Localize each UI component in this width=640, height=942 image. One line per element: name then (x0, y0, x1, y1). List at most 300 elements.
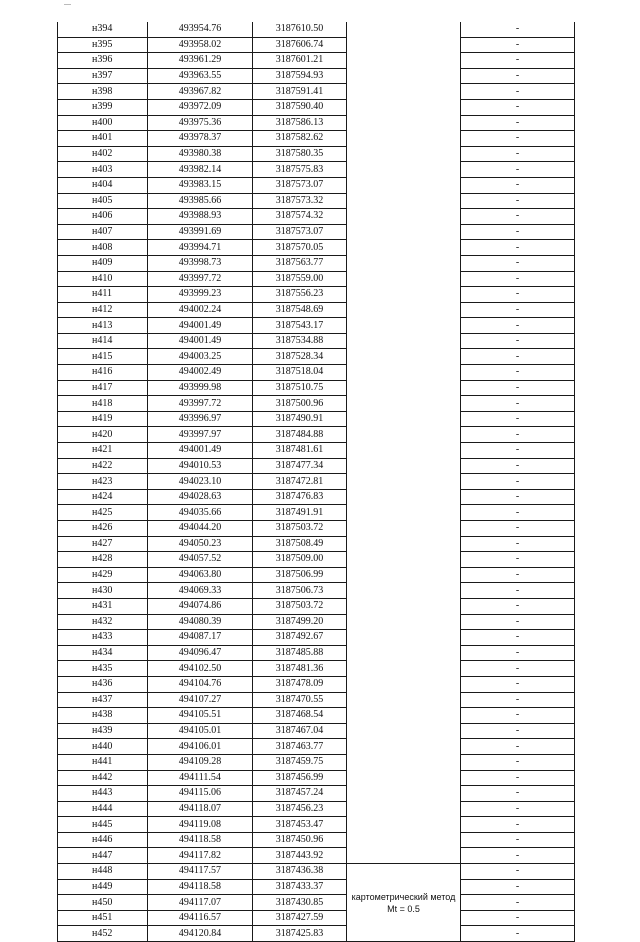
table-row (58, 22, 575, 37)
table-row (58, 505, 575, 521)
point-id-cell: н395 (58, 37, 148, 53)
point-id-cell: н421 (58, 443, 148, 459)
x-coordinate-cell: 493997.97 (148, 427, 253, 443)
table-row (58, 224, 575, 240)
y-coordinate-cell: 3187573.07 (253, 224, 347, 240)
point-id-cell: н426 (58, 521, 148, 537)
table-row (58, 443, 575, 459)
y-coordinate-cell: 3187425.83 (253, 926, 347, 942)
point-id-cell: н411 (58, 287, 148, 303)
point-id-cell: н448 (58, 864, 148, 880)
point-id-cell: н438 (58, 708, 148, 724)
dash-cell: - (461, 474, 575, 490)
y-coordinate-cell: 3187601.21 (253, 53, 347, 69)
table-row (58, 770, 575, 786)
x-coordinate-cell: 493961.29 (148, 53, 253, 69)
x-coordinate-cell: 493988.93 (148, 209, 253, 225)
dash-cell: - (461, 396, 575, 412)
point-id-cell: н409 (58, 255, 148, 271)
y-coordinate-cell: 3187559.00 (253, 271, 347, 287)
point-id-cell: н424 (58, 489, 148, 505)
y-coordinate-cell: 3187580.35 (253, 146, 347, 162)
point-id-cell: н408 (58, 240, 148, 256)
y-coordinate-cell: 3187457.24 (253, 786, 347, 802)
x-coordinate-cell: 493963.55 (148, 68, 253, 84)
x-coordinate-cell: 494001.49 (148, 333, 253, 349)
table-row (58, 380, 575, 396)
y-coordinate-cell: 3187563.77 (253, 255, 347, 271)
dash-cell: - (461, 598, 575, 614)
x-coordinate-cell: 494087.17 (148, 630, 253, 646)
dash-cell: - (461, 209, 575, 225)
y-coordinate-cell: 3187548.69 (253, 302, 347, 318)
point-id-cell: н449 (58, 879, 148, 895)
dash-cell: - (461, 146, 575, 162)
x-coordinate-cell: 494010.53 (148, 458, 253, 474)
table-row (58, 209, 575, 225)
y-coordinate-cell: 3187476.83 (253, 489, 347, 505)
dash-cell: - (461, 676, 575, 692)
point-id-cell: н410 (58, 271, 148, 287)
table-row (58, 458, 575, 474)
table-row (58, 255, 575, 271)
dash-cell: - (461, 333, 575, 349)
x-coordinate-cell: 494002.24 (148, 302, 253, 318)
table-row (58, 411, 575, 427)
point-id-cell: н431 (58, 598, 148, 614)
table-row (58, 240, 575, 256)
dash-cell: - (461, 910, 575, 926)
y-coordinate-cell: 3187491.91 (253, 505, 347, 521)
dash-cell: - (461, 817, 575, 833)
table-row (58, 754, 575, 770)
x-coordinate-cell: 494109.28 (148, 754, 253, 770)
dash-cell: - (461, 552, 575, 568)
y-coordinate-cell: 3187490.91 (253, 411, 347, 427)
table-row (58, 723, 575, 739)
dash-cell: - (461, 848, 575, 864)
dash-cell: - (461, 458, 575, 474)
point-id-cell: н428 (58, 552, 148, 568)
table-row (58, 598, 575, 614)
x-coordinate-cell: 493998.73 (148, 255, 253, 271)
x-coordinate-cell: 494035.66 (148, 505, 253, 521)
y-coordinate-cell: 3187481.36 (253, 661, 347, 677)
dash-cell: - (461, 255, 575, 271)
y-coordinate-cell: 3187509.00 (253, 552, 347, 568)
point-id-cell: н420 (58, 427, 148, 443)
dash-cell: - (461, 193, 575, 209)
x-coordinate-cell: 493997.72 (148, 396, 253, 412)
x-coordinate-cell: 493985.66 (148, 193, 253, 209)
y-coordinate-cell: 3187433.37 (253, 879, 347, 895)
dash-cell: - (461, 489, 575, 505)
y-coordinate-cell: 3187573.07 (253, 177, 347, 193)
point-id-cell: н417 (58, 380, 148, 396)
point-id-cell: н416 (58, 365, 148, 381)
x-coordinate-cell: 494028.63 (148, 489, 253, 505)
point-id-cell: н394 (58, 22, 148, 37)
point-id-cell: н413 (58, 318, 148, 334)
x-coordinate-cell: 494023.10 (148, 474, 253, 490)
dash-cell: - (461, 224, 575, 240)
dash-cell: - (461, 162, 575, 178)
method-cell-empty (347, 22, 461, 864)
scan-artifact (64, 4, 71, 5)
table-row (58, 910, 575, 926)
dash-cell: - (461, 37, 575, 53)
x-coordinate-cell: 493978.37 (148, 131, 253, 147)
dash-cell: - (461, 926, 575, 942)
dash-cell: - (461, 302, 575, 318)
dash-cell: - (461, 131, 575, 147)
x-coordinate-cell: 494118.58 (148, 832, 253, 848)
table-row (58, 193, 575, 209)
x-coordinate-cell: 494117.57 (148, 864, 253, 880)
table-row (58, 68, 575, 84)
dash-cell: - (461, 443, 575, 459)
dash-cell: - (461, 739, 575, 755)
dash-cell: - (461, 521, 575, 537)
dash-cell: - (461, 271, 575, 287)
y-coordinate-cell: 3187500.96 (253, 396, 347, 412)
dash-cell: - (461, 427, 575, 443)
y-coordinate-cell: 3187574.32 (253, 209, 347, 225)
table-row (58, 365, 575, 381)
table-row (58, 84, 575, 100)
x-coordinate-cell: 494117.82 (148, 848, 253, 864)
x-coordinate-cell: 493980.38 (148, 146, 253, 162)
dash-cell: - (461, 365, 575, 381)
point-id-cell: н422 (58, 458, 148, 474)
point-id-cell: н405 (58, 193, 148, 209)
y-coordinate-cell: 3187510.75 (253, 380, 347, 396)
x-coordinate-cell: 494115.06 (148, 786, 253, 802)
y-coordinate-cell: 3187582.62 (253, 131, 347, 147)
y-coordinate-cell: 3187606.74 (253, 37, 347, 53)
table-row (58, 864, 575, 880)
table-row (58, 37, 575, 53)
table-row (58, 287, 575, 303)
x-coordinate-cell: 494120.84 (148, 926, 253, 942)
point-id-cell: н407 (58, 224, 148, 240)
dash-cell: - (461, 692, 575, 708)
table-row (58, 131, 575, 147)
dash-cell: - (461, 661, 575, 677)
y-coordinate-cell: 3187463.77 (253, 739, 347, 755)
x-coordinate-cell: 494001.49 (148, 443, 253, 459)
dash-cell: - (461, 895, 575, 911)
y-coordinate-cell: 3187543.17 (253, 318, 347, 334)
table-row (58, 786, 575, 802)
point-id-cell: н397 (58, 68, 148, 84)
point-id-cell: н450 (58, 895, 148, 911)
point-id-cell: н433 (58, 630, 148, 646)
x-coordinate-cell: 494118.58 (148, 879, 253, 895)
dash-cell: - (461, 770, 575, 786)
point-id-cell: н440 (58, 739, 148, 755)
x-coordinate-cell: 493975.36 (148, 115, 253, 131)
y-coordinate-cell: 3187503.72 (253, 521, 347, 537)
y-coordinate-cell: 3187492.67 (253, 630, 347, 646)
point-id-cell: н418 (58, 396, 148, 412)
x-coordinate-cell: 494102.50 (148, 661, 253, 677)
point-id-cell: н427 (58, 536, 148, 552)
dash-cell: - (461, 318, 575, 334)
point-id-cell: н446 (58, 832, 148, 848)
table-row (58, 53, 575, 69)
y-coordinate-cell: 3187590.40 (253, 99, 347, 115)
table-row (58, 349, 575, 365)
y-coordinate-cell: 3187427.59 (253, 910, 347, 926)
dash-cell: - (461, 53, 575, 69)
y-coordinate-cell: 3187591.41 (253, 84, 347, 100)
dash-cell: - (461, 754, 575, 770)
point-id-cell: н442 (58, 770, 148, 786)
point-id-cell: н452 (58, 926, 148, 942)
y-coordinate-cell: 3187575.83 (253, 162, 347, 178)
x-coordinate-cell: 494080.39 (148, 614, 253, 630)
table-row (58, 427, 575, 443)
x-coordinate-cell: 493983.15 (148, 177, 253, 193)
y-coordinate-cell: 3187528.34 (253, 349, 347, 365)
dash-cell: - (461, 723, 575, 739)
y-coordinate-cell: 3187573.32 (253, 193, 347, 209)
coordinates-table-body (58, 22, 575, 942)
point-id-cell: н436 (58, 676, 148, 692)
x-coordinate-cell: 494106.01 (148, 739, 253, 755)
table-row (58, 739, 575, 755)
dash-cell: - (461, 115, 575, 131)
dash-cell: - (461, 349, 575, 365)
table-row (58, 177, 575, 193)
table-row (58, 318, 575, 334)
y-coordinate-cell: 3187556.23 (253, 287, 347, 303)
point-id-cell: н401 (58, 131, 148, 147)
point-id-cell: н399 (58, 99, 148, 115)
y-coordinate-cell: 3187478.09 (253, 676, 347, 692)
x-coordinate-cell: 494107.27 (148, 692, 253, 708)
x-coordinate-cell: 493967.82 (148, 84, 253, 100)
point-id-cell: н430 (58, 583, 148, 599)
y-coordinate-cell: 3187485.88 (253, 645, 347, 661)
x-coordinate-cell: 493994.71 (148, 240, 253, 256)
table-row (58, 630, 575, 646)
dash-cell: - (461, 708, 575, 724)
table-row (58, 692, 575, 708)
y-coordinate-cell: 3187570.05 (253, 240, 347, 256)
table-row (58, 162, 575, 178)
point-id-cell: н400 (58, 115, 148, 131)
y-coordinate-cell: 3187508.49 (253, 536, 347, 552)
x-coordinate-cell: 494003.25 (148, 349, 253, 365)
dash-cell: - (461, 99, 575, 115)
x-coordinate-cell: 493999.23 (148, 287, 253, 303)
point-id-cell: н398 (58, 84, 148, 100)
y-coordinate-cell: 3187453.47 (253, 817, 347, 833)
point-id-cell: н415 (58, 349, 148, 365)
point-id-cell: н432 (58, 614, 148, 630)
table-row (58, 583, 575, 599)
x-coordinate-cell: 494057.52 (148, 552, 253, 568)
table-row (58, 567, 575, 583)
table-row (58, 832, 575, 848)
x-coordinate-cell: 493972.09 (148, 99, 253, 115)
point-id-cell: н425 (58, 505, 148, 521)
point-id-cell: н403 (58, 162, 148, 178)
x-coordinate-cell: 493999.98 (148, 380, 253, 396)
point-id-cell: н406 (58, 209, 148, 225)
dash-cell: - (461, 505, 575, 521)
table-row (58, 848, 575, 864)
x-coordinate-cell: 494074.86 (148, 598, 253, 614)
point-id-cell: н437 (58, 692, 148, 708)
y-coordinate-cell: 3187436.38 (253, 864, 347, 880)
point-id-cell: н435 (58, 661, 148, 677)
table-row (58, 926, 575, 942)
x-coordinate-cell: 493997.72 (148, 271, 253, 287)
point-id-cell: н412 (58, 302, 148, 318)
x-coordinate-cell: 494001.49 (148, 318, 253, 334)
x-coordinate-cell: 494050.23 (148, 536, 253, 552)
table-row (58, 614, 575, 630)
dash-cell: - (461, 287, 575, 303)
x-coordinate-cell: 494002.49 (148, 365, 253, 381)
x-coordinate-cell: 494044.20 (148, 521, 253, 537)
dash-cell: - (461, 177, 575, 193)
table-row (58, 99, 575, 115)
x-coordinate-cell: 494063.80 (148, 567, 253, 583)
table-row (58, 708, 575, 724)
x-coordinate-cell: 494105.01 (148, 723, 253, 739)
x-coordinate-cell: 493991.69 (148, 224, 253, 240)
table-row (58, 801, 575, 817)
y-coordinate-cell: 3187506.99 (253, 567, 347, 583)
x-coordinate-cell: 494117.07 (148, 895, 253, 911)
dash-cell: - (461, 567, 575, 583)
method-note-cell: картометрический метод Mt = 0.5 (347, 864, 461, 942)
y-coordinate-cell: 3187450.96 (253, 832, 347, 848)
dash-cell: - (461, 801, 575, 817)
x-coordinate-cell: 494111.54 (148, 770, 253, 786)
table-row (58, 115, 575, 131)
dash-cell: - (461, 614, 575, 630)
y-coordinate-cell: 3187456.23 (253, 801, 347, 817)
y-coordinate-cell: 3187499.20 (253, 614, 347, 630)
table-row (58, 661, 575, 677)
y-coordinate-cell: 3187468.54 (253, 708, 347, 724)
y-coordinate-cell: 3187518.04 (253, 365, 347, 381)
y-coordinate-cell: 3187477.34 (253, 458, 347, 474)
point-id-cell: н441 (58, 754, 148, 770)
table-row (58, 474, 575, 490)
point-id-cell: н444 (58, 801, 148, 817)
y-coordinate-cell: 3187481.61 (253, 443, 347, 459)
table-row (58, 645, 575, 661)
x-coordinate-cell: 494119.08 (148, 817, 253, 833)
table-row (58, 489, 575, 505)
point-id-cell: н423 (58, 474, 148, 490)
y-coordinate-cell: 3187484.88 (253, 427, 347, 443)
table-row (58, 676, 575, 692)
dash-cell: - (461, 583, 575, 599)
x-coordinate-cell: 493958.02 (148, 37, 253, 53)
dash-cell: - (461, 864, 575, 880)
coordinates-table (57, 22, 575, 942)
y-coordinate-cell: 3187506.73 (253, 583, 347, 599)
y-coordinate-cell: 3187534.88 (253, 333, 347, 349)
point-id-cell: н439 (58, 723, 148, 739)
y-coordinate-cell: 3187430.85 (253, 895, 347, 911)
point-id-cell: н445 (58, 817, 148, 833)
table-row (58, 521, 575, 537)
table-row (58, 333, 575, 349)
dash-cell: - (461, 411, 575, 427)
point-id-cell: н419 (58, 411, 148, 427)
point-id-cell: н404 (58, 177, 148, 193)
point-id-cell: н402 (58, 146, 148, 162)
dash-cell: - (461, 240, 575, 256)
y-coordinate-cell: 3187503.72 (253, 598, 347, 614)
point-id-cell: н429 (58, 567, 148, 583)
x-coordinate-cell: 494069.33 (148, 583, 253, 599)
table-row (58, 895, 575, 911)
table-row (58, 302, 575, 318)
dash-cell: - (461, 380, 575, 396)
table-row (58, 817, 575, 833)
point-id-cell: н443 (58, 786, 148, 802)
dash-cell: - (461, 645, 575, 661)
x-coordinate-cell: 494118.07 (148, 801, 253, 817)
x-coordinate-cell: 494096.47 (148, 645, 253, 661)
x-coordinate-cell: 493996.97 (148, 411, 253, 427)
table-row (58, 271, 575, 287)
y-coordinate-cell: 3187586.13 (253, 115, 347, 131)
point-id-cell: н414 (58, 333, 148, 349)
x-coordinate-cell: 493982.14 (148, 162, 253, 178)
dash-cell: - (461, 879, 575, 895)
y-coordinate-cell: 3187467.04 (253, 723, 347, 739)
dash-cell: - (461, 536, 575, 552)
y-coordinate-cell: 3187472.81 (253, 474, 347, 490)
table-row (58, 536, 575, 552)
y-coordinate-cell: 3187443.92 (253, 848, 347, 864)
y-coordinate-cell: 3187610.50 (253, 22, 347, 37)
table-row (58, 879, 575, 895)
dash-cell: - (461, 68, 575, 84)
dash-cell: - (461, 84, 575, 100)
dash-cell: - (461, 786, 575, 802)
table-row (58, 396, 575, 412)
dash-cell: - (461, 832, 575, 848)
dash-cell: - (461, 22, 575, 37)
point-id-cell: н451 (58, 910, 148, 926)
x-coordinate-cell: 493954.76 (148, 22, 253, 37)
point-id-cell: н396 (58, 53, 148, 69)
x-coordinate-cell: 494104.76 (148, 676, 253, 692)
point-id-cell: н434 (58, 645, 148, 661)
table-row (58, 146, 575, 162)
point-id-cell: н447 (58, 848, 148, 864)
y-coordinate-cell: 3187470.55 (253, 692, 347, 708)
y-coordinate-cell: 3187594.93 (253, 68, 347, 84)
dash-cell: - (461, 630, 575, 646)
x-coordinate-cell: 494116.57 (148, 910, 253, 926)
x-coordinate-cell: 494105.51 (148, 708, 253, 724)
y-coordinate-cell: 3187459.75 (253, 754, 347, 770)
table-row (58, 552, 575, 568)
y-coordinate-cell: 3187456.99 (253, 770, 347, 786)
